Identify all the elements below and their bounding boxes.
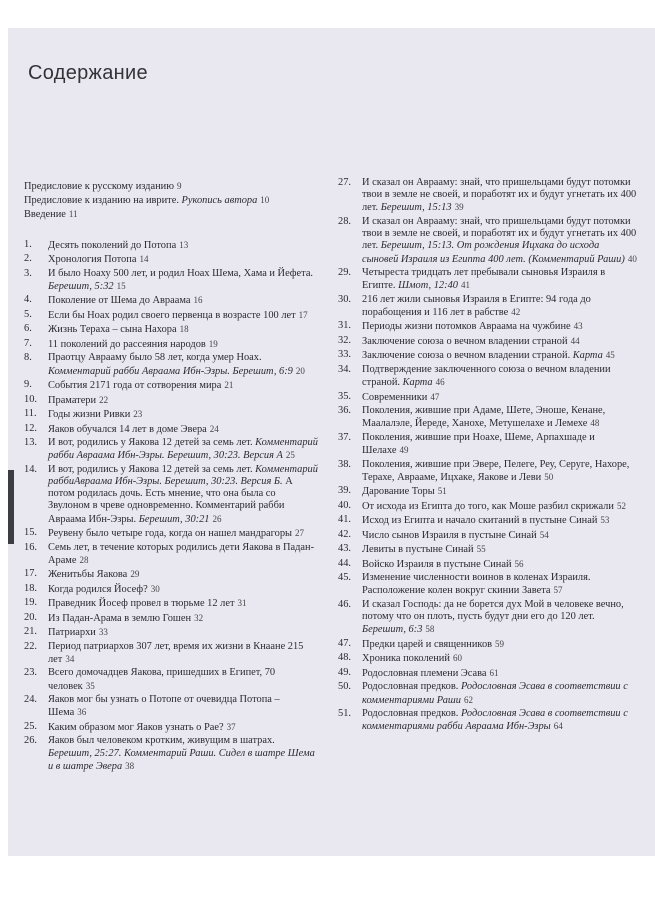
entry-title: Из Падан-Арама в землю Гошен bbox=[48, 612, 192, 624]
entry-text bbox=[48, 597, 319, 610]
toc-entry[interactable] bbox=[338, 391, 638, 404]
entry-source: Родословная Эсава в соответствии с комментариями рабби Авраама Ибн-Эзры bbox=[362, 708, 628, 733]
entry-source: Комментарий раббиАвраама Ибн-Эзры. Берешит, 30:23. Версия Б. bbox=[48, 463, 318, 487]
entry-number: 28. bbox=[338, 215, 351, 227]
entry-page-number: 60 bbox=[452, 653, 462, 664]
entry-text bbox=[362, 294, 638, 319]
entry-title: Поколения, жившие при Ноахе, Шеме, Арпахшаде и Шелахе bbox=[362, 431, 595, 457]
entry-page-number: 49 bbox=[399, 445, 409, 456]
entry-title: От исхода из Египта до того, как Моше разбил скрижали bbox=[362, 500, 614, 512]
entry-number: 48. bbox=[338, 652, 351, 664]
entry-page-number: 35 bbox=[85, 680, 95, 691]
entry-number: 16. bbox=[24, 541, 37, 553]
toc-entry[interactable] bbox=[338, 708, 638, 733]
entry-page-number: 21 bbox=[224, 380, 234, 391]
entry-text bbox=[48, 583, 319, 596]
entry-number: 51. bbox=[338, 708, 351, 720]
entry-title: И вот, родились у Яакова 12 детей за семь лет. bbox=[48, 437, 253, 449]
toc-entry[interactable] bbox=[338, 667, 638, 680]
entry-text bbox=[48, 352, 319, 377]
entry-page-number: 62 bbox=[463, 694, 473, 705]
entry-page-number: 41 bbox=[460, 280, 470, 291]
toc-entry[interactable] bbox=[24, 735, 319, 773]
entry-page-number: 17 bbox=[298, 309, 308, 320]
entry-title: Дарование Торы bbox=[362, 486, 435, 498]
entry-title: Поколения, жившие при Эвере, Пелеге, Реу, Серуге, Нахоре, Терахе, Аврааме, Ицхаке, Яакове и Леви bbox=[362, 458, 630, 483]
toc-entry[interactable] bbox=[24, 408, 319, 421]
entry-title: Поколения, жившие при Адаме, Шете, Эноше, Кенане, Маалалэле, Йереде, Ханохе, Метушелахе и Лемехе bbox=[362, 405, 606, 430]
entry-title: Женитьбы Яакова bbox=[48, 569, 128, 581]
entry-title: Войско Израиля в пустыне Синай bbox=[362, 558, 512, 570]
entry-page-number: 22 bbox=[99, 394, 109, 405]
entry-source: Шмот, 12:40 bbox=[398, 280, 458, 292]
entry-title: Семь лет, в течение которых родились дети Яакова в Падан-Араме bbox=[48, 541, 315, 566]
toc-entry[interactable] bbox=[338, 543, 638, 556]
entry-title: 11 поколений до рассеяния народов bbox=[48, 338, 206, 350]
entry-title: Патриархи bbox=[48, 627, 96, 639]
entry-number: 42. bbox=[338, 528, 351, 540]
entry-number: 23. bbox=[24, 667, 37, 679]
entry-page-number: 46 bbox=[435, 377, 445, 388]
entry-number: 17. bbox=[24, 568, 37, 580]
entry-title: Подтверждение заключенного союза о вечном владении страной. bbox=[362, 363, 611, 389]
entry-text bbox=[362, 177, 638, 215]
entry-page-number: 40 bbox=[627, 253, 637, 264]
entry-source: Карта bbox=[572, 350, 603, 362]
toc-entry[interactable] bbox=[338, 599, 638, 637]
entry-page-number: 28 bbox=[79, 554, 89, 565]
entry-page-number: 57 bbox=[553, 585, 563, 596]
entry-text bbox=[48, 423, 319, 436]
toc-entry[interactable] bbox=[24, 641, 319, 666]
toc-entry[interactable] bbox=[24, 294, 319, 307]
entry-source: Комментарий рабби Авраама Ибн-Эзры. Берешит, 6:9 bbox=[48, 365, 293, 377]
entry-text bbox=[48, 408, 319, 421]
entry-page-number: 58 bbox=[425, 624, 435, 635]
toc-entry[interactable] bbox=[24, 394, 319, 407]
toc-entry[interactable] bbox=[338, 681, 638, 706]
entry-source: Комментарий рабби Авраама Ибн-Эзры. Берешит, 30:23. Версия А bbox=[48, 437, 318, 462]
entry-page-number: 30 bbox=[150, 583, 160, 594]
toc-entry[interactable] bbox=[338, 529, 638, 542]
entry-number: 34. bbox=[338, 363, 351, 375]
entry-number: 43. bbox=[338, 543, 351, 555]
entry-text bbox=[362, 572, 638, 597]
entry-page-number: 47 bbox=[430, 391, 440, 402]
entry-page-number: 43 bbox=[573, 321, 583, 332]
toc-entry[interactable] bbox=[338, 459, 638, 484]
entry-source-cont: Берешит, 30:21 bbox=[138, 513, 210, 525]
entry-source: Берешит, 6:3 bbox=[362, 624, 423, 636]
entry-page-number: 13 bbox=[179, 239, 189, 250]
entry-page-number: 33 bbox=[98, 627, 108, 638]
toc-intro-entry[interactable] bbox=[24, 180, 319, 193]
entry-number: 7. bbox=[24, 337, 32, 349]
entry-text bbox=[362, 558, 638, 571]
entry-title: Праматери bbox=[48, 394, 97, 406]
toc-entry[interactable] bbox=[24, 437, 319, 462]
toc-entry[interactable] bbox=[24, 542, 319, 567]
toc-entry[interactable] bbox=[338, 432, 638, 457]
entry-title: Родословная предков. bbox=[362, 708, 459, 720]
entry-title: Заключение союза о вечном владении страной bbox=[362, 335, 568, 347]
entry-text bbox=[362, 514, 638, 527]
entry-page-number: 55 bbox=[476, 544, 486, 555]
entry-text bbox=[48, 667, 319, 692]
toc-entry[interactable] bbox=[24, 597, 319, 610]
entry-page-number: 50 bbox=[544, 471, 554, 482]
entry-text bbox=[362, 652, 638, 665]
entry-title: Яаков обучался 14 лет в доме Эвера bbox=[48, 423, 207, 435]
toc-entry[interactable] bbox=[338, 177, 638, 215]
entry-number: 29. bbox=[338, 267, 351, 279]
entry-title: Каким образом мог Яаков узнать о Рае? bbox=[48, 721, 224, 733]
entry-title: Если бы Ноах родил своего первенца в возрасте 100 лет bbox=[48, 309, 296, 321]
entry-number: 49. bbox=[338, 666, 351, 678]
toc-entry[interactable] bbox=[24, 338, 319, 351]
entry-page-number: 51 bbox=[437, 486, 447, 497]
page-title: Содержание bbox=[28, 62, 148, 84]
entry-page-number: 45 bbox=[605, 350, 615, 361]
entry-text bbox=[48, 437, 319, 462]
entry-source: Берешит, 15:13. От рождения Ицхака до исхода сыновей Израиля из Египта 400 лет. (Комментарий Раши) bbox=[362, 240, 625, 265]
toc-entry[interactable] bbox=[338, 514, 638, 527]
toc-entry[interactable] bbox=[338, 572, 638, 597]
toc-entry[interactable] bbox=[24, 527, 319, 540]
entry-number: 22. bbox=[24, 640, 37, 652]
entry-text bbox=[48, 268, 319, 293]
entry-text bbox=[362, 667, 638, 680]
toc-entry[interactable] bbox=[338, 216, 638, 266]
toc-entry[interactable] bbox=[24, 626, 319, 639]
entry-title: Праотцу Аврааму было 58 лет, когда умер Ноах. bbox=[48, 352, 262, 364]
entry-number: 24. bbox=[24, 694, 37, 706]
toc-entry[interactable] bbox=[24, 323, 319, 336]
entry-number: 50. bbox=[338, 681, 351, 693]
toc-left-list bbox=[24, 239, 319, 773]
entry-number: 19. bbox=[24, 597, 37, 609]
entry-title: И сказал Господь: да не борется дух Мой в человеке вечно, потому что он плоть, пусть будут дни его до 120 лет. bbox=[362, 598, 624, 623]
entry-text bbox=[362, 708, 638, 733]
entry-source: Родословная Эсава в соответствии с комментариями Раши bbox=[362, 681, 628, 706]
entry-number: 36. bbox=[338, 405, 351, 417]
entry-number: 12. bbox=[24, 422, 37, 434]
entry-text bbox=[362, 335, 638, 348]
entry-number: 32. bbox=[338, 334, 351, 346]
entry-page-number: 20 bbox=[295, 365, 305, 376]
entry-number: 46. bbox=[338, 598, 351, 610]
entry-text bbox=[48, 464, 319, 526]
entry-page-number: 23 bbox=[133, 409, 143, 420]
toc-entry[interactable] bbox=[24, 309, 319, 322]
entry-number: 5. bbox=[24, 308, 32, 320]
entry-title: Предисловие к русскому изданию bbox=[24, 181, 174, 192]
entry-number: 25. bbox=[24, 720, 37, 732]
entry-number: 37. bbox=[338, 431, 351, 443]
entry-number: 3. bbox=[24, 267, 32, 279]
entry-page-number: 64 bbox=[553, 721, 563, 732]
entry-text bbox=[362, 216, 638, 266]
entry-number: 38. bbox=[338, 458, 351, 470]
entry-text bbox=[362, 320, 638, 333]
entry-title: Левиты в пустыне Синай bbox=[362, 544, 474, 556]
toc-entry[interactable] bbox=[24, 423, 319, 436]
entry-page-number: 15 bbox=[116, 280, 126, 291]
entry-number: 31. bbox=[338, 320, 351, 332]
entry-title: 216 лет жили сыновья Израиля в Египте: 94 года до порабощения и 116 лет в рабстве bbox=[362, 293, 591, 318]
entry-page-number: 52 bbox=[616, 500, 626, 511]
entry-title: Когда родился Йосеф? bbox=[48, 583, 148, 595]
entry-text bbox=[362, 349, 638, 362]
entry-number: 13. bbox=[24, 437, 37, 449]
entry-title: Поколение от Шема до Авраама bbox=[48, 295, 191, 307]
toc-entry[interactable] bbox=[24, 268, 319, 293]
toc-entry[interactable] bbox=[338, 349, 638, 362]
entry-text bbox=[48, 612, 319, 625]
entry-text bbox=[362, 267, 638, 292]
toc-entry[interactable] bbox=[338, 638, 638, 651]
entry-page-number: 54 bbox=[539, 529, 549, 540]
entry-title: Введение bbox=[24, 209, 66, 221]
entry-title: Исход из Египта и начало скитаний в пустыне Синай bbox=[362, 515, 598, 527]
entry-title: И было Ноаху 500 лет, и родил Ноах Шема, Хама и Йефета. bbox=[48, 267, 314, 279]
toc-entry[interactable] bbox=[338, 364, 638, 389]
entry-page-number: 16 bbox=[193, 295, 203, 306]
entry-text bbox=[48, 641, 319, 666]
entry-page-number: 53 bbox=[600, 515, 610, 526]
scan-edge-shadow bbox=[8, 470, 14, 544]
entry-title: Жизнь Тераха – сына Нахора bbox=[48, 324, 177, 336]
entry-number: 11. bbox=[24, 408, 37, 420]
toc-intro-entry[interactable] bbox=[24, 208, 319, 221]
entry-number: 15. bbox=[24, 527, 37, 539]
toc-entry[interactable] bbox=[24, 253, 319, 266]
entry-number: 39. bbox=[338, 485, 351, 497]
entry-page-number: 27 bbox=[295, 528, 305, 539]
entry-text bbox=[48, 626, 319, 639]
entry-text bbox=[362, 485, 638, 498]
entry-number: 47. bbox=[338, 637, 351, 649]
entry-text bbox=[362, 599, 638, 637]
toc-entry[interactable] bbox=[338, 405, 638, 430]
entry-page-number: 19 bbox=[208, 338, 218, 349]
entry-number: 45. bbox=[338, 572, 351, 584]
entry-page-number: 29 bbox=[130, 569, 140, 580]
entry-number: 26. bbox=[24, 735, 37, 747]
entry-text bbox=[48, 239, 319, 252]
entry-number: 14. bbox=[24, 463, 37, 475]
entry-text bbox=[48, 721, 319, 734]
entry-text bbox=[362, 391, 638, 404]
entry-title: Заключение союза о вечном владении страной. bbox=[362, 350, 571, 362]
entry-page-number: 61 bbox=[489, 667, 499, 678]
toc-entry[interactable] bbox=[338, 267, 638, 292]
entry-title: Родословная предков. bbox=[362, 681, 459, 693]
toc-right-column bbox=[338, 177, 638, 735]
entry-title: Хроника поколений bbox=[362, 653, 450, 665]
entry-number: 2. bbox=[24, 253, 32, 265]
entry-page-number: 11 bbox=[68, 209, 78, 220]
entry-title: Праведник Йосеф провел в тюрьме 12 лет bbox=[48, 598, 235, 610]
entry-title: Четыреста тридцать лет пребывали сыновья Израиля в Египте. bbox=[362, 267, 606, 292]
toc-entry[interactable] bbox=[24, 694, 319, 719]
entry-text bbox=[48, 323, 319, 336]
entry-page-number: 42 bbox=[511, 306, 521, 317]
toc-entry[interactable] bbox=[24, 352, 319, 377]
entry-page-number: 26 bbox=[212, 513, 222, 524]
entry-title: И вот, родились у Яакова 12 детей за семь лет. bbox=[48, 463, 253, 475]
entry-title: Число сынов Израиля в пустыне Синай bbox=[362, 529, 537, 541]
entry-title: И сказал он Аврааму: знай, что пришельцами будут потомки твои в земле не своей, и поработят их и будут угнетать их 400 лет. bbox=[362, 177, 637, 214]
entry-title: Предисловие к изданию на иврите. bbox=[24, 195, 179, 207]
book-page bbox=[8, 28, 655, 856]
entry-title: Всего домочадцев Яакова, пришедших в Египет, 70 человек bbox=[48, 667, 276, 692]
entry-number: 6. bbox=[24, 323, 32, 335]
entry-page-number: 18 bbox=[179, 324, 189, 335]
entry-text bbox=[362, 529, 638, 542]
toc-entry[interactable] bbox=[338, 652, 638, 665]
entry-number: 9. bbox=[24, 379, 32, 391]
entry-text bbox=[48, 527, 319, 540]
entry-text bbox=[362, 681, 638, 706]
toc-entry[interactable] bbox=[338, 320, 638, 333]
entry-text bbox=[362, 459, 638, 484]
entry-title: Яаков был человеком кротким, живущим в шатрах. bbox=[48, 735, 275, 747]
entry-text bbox=[362, 543, 638, 556]
entry-number: 1. bbox=[24, 238, 32, 250]
entry-number: 35. bbox=[338, 390, 351, 402]
toc-entry[interactable] bbox=[24, 239, 319, 252]
entry-page-number: 31 bbox=[237, 598, 247, 609]
entry-number: 44. bbox=[338, 557, 351, 569]
entry-number: 4. bbox=[24, 294, 32, 306]
entry-title: Хронология Потопа bbox=[48, 254, 137, 266]
entry-number: 8. bbox=[24, 352, 32, 364]
entry-title: Годы жизни Ривки bbox=[48, 409, 131, 421]
entry-text bbox=[362, 364, 638, 389]
entry-number: 40. bbox=[338, 499, 351, 511]
toc-entry[interactable] bbox=[338, 335, 638, 348]
toc-entry[interactable] bbox=[24, 667, 319, 692]
entry-page-number: 24 bbox=[209, 423, 219, 434]
entry-text bbox=[362, 405, 638, 430]
entry-source: Берешит, 15:13 bbox=[380, 202, 452, 214]
toc-entry[interactable] bbox=[24, 568, 319, 581]
toc-entry[interactable] bbox=[338, 294, 638, 319]
entry-number: 41. bbox=[338, 514, 351, 526]
entry-page-number: 38 bbox=[125, 760, 135, 771]
toc-intro-entry[interactable] bbox=[24, 194, 319, 207]
toc-entry[interactable] bbox=[338, 558, 638, 571]
toc-right-list bbox=[338, 177, 638, 733]
entry-text bbox=[362, 500, 638, 513]
toc-entry[interactable] bbox=[24, 464, 319, 526]
toc-entry[interactable] bbox=[24, 379, 319, 392]
entry-title: Предки царей и священников bbox=[362, 638, 493, 650]
entry-text bbox=[362, 638, 638, 651]
entry-number: 33. bbox=[338, 349, 351, 361]
entry-source: Карта bbox=[402, 377, 433, 389]
entry-source: Берешит, 25:27. Комментарий Раши. Сидел в шатре Шема и в шатре Эвера bbox=[48, 747, 315, 772]
entry-text bbox=[48, 735, 319, 773]
entry-title: Период патриархов 307 лет, время их жизни в Кнаане 215 лет bbox=[48, 640, 304, 665]
toc-entry[interactable] bbox=[338, 485, 638, 498]
entry-title: Реувену было четыре года, когда он нашел мандрагоры bbox=[48, 528, 293, 540]
entry-number: 18. bbox=[24, 582, 37, 594]
entry-text bbox=[48, 309, 319, 322]
entry-source: Рукопись автора bbox=[181, 195, 258, 207]
entry-title: Изменение численности воинов в коленах Израиля. Расположение колен вокруг скинии Завета bbox=[362, 572, 591, 597]
entry-page-number: 48 bbox=[590, 418, 600, 429]
toc-entry[interactable] bbox=[24, 583, 319, 596]
entry-number: 30. bbox=[338, 293, 351, 305]
entry-source: Берешит, 5:32 bbox=[48, 280, 114, 292]
entry-title: События 2171 года от сотворения мира bbox=[48, 380, 222, 392]
entry-text bbox=[362, 432, 638, 457]
entry-text bbox=[48, 379, 319, 392]
entry-text bbox=[48, 253, 319, 266]
entry-title: Родословная племени Эсава bbox=[362, 667, 487, 679]
entry-title: Современники bbox=[362, 391, 428, 403]
entry-page-number: 44 bbox=[570, 335, 580, 346]
entry-text bbox=[48, 338, 319, 351]
entry-title: И сказал он Аврааму: знай, что пришельцами будут потомки твои в земле не своей, и поработят их и будут угнетать их 400 лет. bbox=[362, 215, 637, 252]
entry-page-number: 37 bbox=[226, 721, 236, 732]
entry-page-number: 14 bbox=[139, 254, 149, 265]
entry-text bbox=[48, 294, 319, 307]
entry-text bbox=[48, 394, 319, 407]
entry-title-cont: А потом родилась дочь. Есть мнение, что она была со Звулоном в чреве одновременно. Комментарий рабби Авраама Ибн-Эзры. bbox=[48, 475, 293, 525]
entry-title: Периоды жизни потомков Авраама на чужбине bbox=[362, 321, 571, 333]
entry-page-number: 36 bbox=[77, 707, 87, 718]
entry-title: Десять поколений до Потопа bbox=[48, 239, 177, 251]
entry-page-number: 59 bbox=[495, 638, 505, 649]
entry-page-number: 32 bbox=[194, 612, 204, 623]
entry-page-number: 10 bbox=[260, 195, 270, 206]
entry-page-number: 56 bbox=[514, 558, 524, 569]
entry-page-number: 39 bbox=[454, 202, 464, 213]
entry-number: 21. bbox=[24, 626, 37, 638]
toc-entry[interactable] bbox=[24, 721, 319, 734]
toc-entry[interactable] bbox=[338, 500, 638, 513]
entry-page-number: 9 bbox=[176, 181, 182, 191]
entry-text bbox=[48, 694, 319, 719]
toc-entry[interactable] bbox=[24, 612, 319, 625]
entry-text bbox=[48, 568, 319, 581]
entry-page-number: 25 bbox=[285, 450, 295, 461]
toc-left-column bbox=[24, 180, 319, 774]
entry-text bbox=[48, 542, 319, 567]
entry-page-number: 34 bbox=[65, 653, 75, 664]
entry-title: Яаков мог бы узнать о Потопе от очевидца Потопа – Шема bbox=[48, 694, 280, 719]
entry-number: 20. bbox=[24, 611, 37, 623]
toc-intro-list bbox=[24, 180, 319, 222]
entry-number: 27. bbox=[338, 177, 351, 188]
entry-number: 10. bbox=[24, 393, 37, 405]
